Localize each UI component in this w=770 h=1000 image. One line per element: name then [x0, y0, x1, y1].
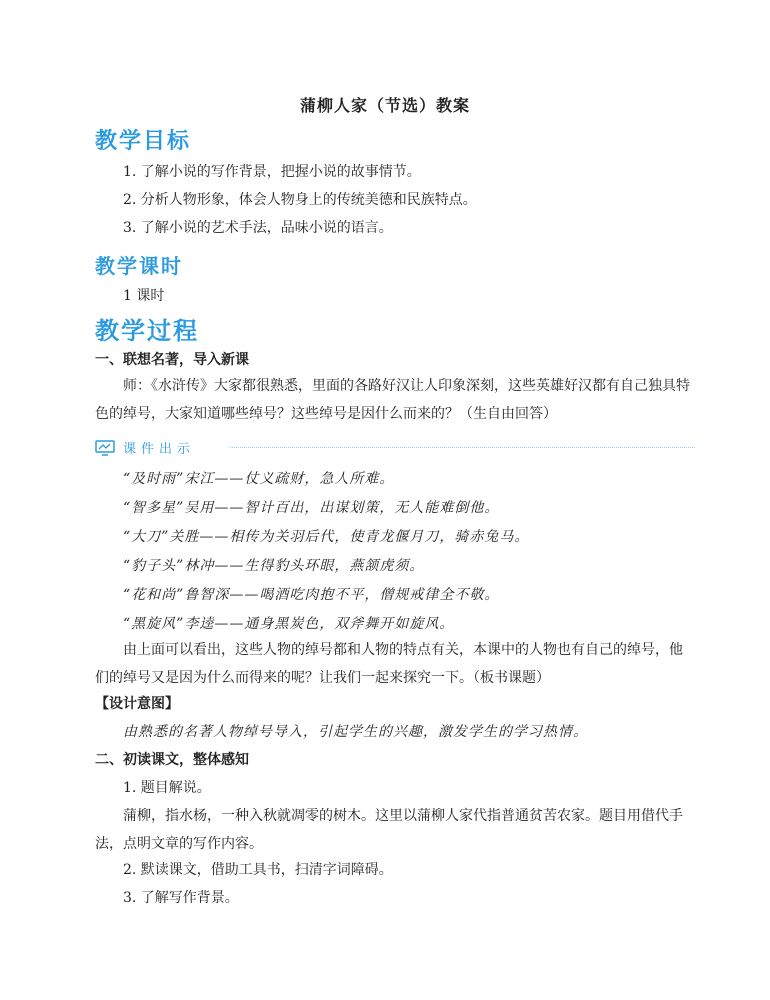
heading-objectives: 教学目标 — [95, 129, 192, 154]
nickname-line-2: “智多星”吴用——智计百出，出谋划策，无人能难倒他。 — [123, 500, 500, 516]
heading-hours: 教学课时 — [95, 254, 183, 278]
summary-paragraph: 由上面可以看出，这些人物的绰号都和人物的特点有关，本课中的人物也有自己的绰号，他们的绰号又是因为什么而得来的呢？让我们一起来探究一下。（板书课题） — [95, 642, 683, 686]
nickname-line-1: “及时雨”宋江——仗义疏财，急人所难。 — [123, 471, 395, 487]
hours-text: 1 课时 — [123, 288, 165, 304]
nickname-line-3: “大刀”关胜——相传为关羽后代，使青龙偃月刀，骑赤兔马。 — [123, 529, 530, 545]
objective-item-2: 2. 分析人物形象，体会人物身上的传统美德和民族特点。 — [123, 192, 477, 208]
teacher-intro: 师：《水浒传》大家都很熟悉，里面的各路好汉让人印象深刻，这些英雄好汉都有自己独具特色的绰号，大家知道哪些绰号？这些绰号是因什么而来的？（生自由回答） — [95, 378, 690, 422]
document-title: 蒲柳人家（节选）教案 — [299, 96, 470, 115]
design-intent-label: 【设计意图】 — [95, 696, 179, 712]
design-intent-text: 由熟悉的名著人物绰号导入，引起学生的兴趣，激发学生的学习热情。 — [123, 724, 588, 740]
part1-title: 一、联想名著，导入新课 — [95, 352, 249, 368]
objective-item-3: 3. 了解小说的艺术手法，品味小说的语言。 — [123, 220, 393, 236]
step-2: 2. 默读课文，借助工具书，扫清字词障碍。 — [123, 862, 393, 878]
nickname-line-5: “花和尚”鲁智深——喝酒吃肉抱不平，僧规戒律全不敬。 — [123, 587, 500, 603]
dotted-divider — [230, 447, 695, 448]
heading-process: 教学过程 — [95, 317, 199, 345]
part2-title: 二、初读课文，整体感知 — [95, 752, 249, 768]
nickname-line-6: “黑旋风”李逵——通身黑炭色，双斧舞开如旋风。 — [123, 616, 455, 632]
step-1: 1. 题目解说。 — [123, 780, 211, 796]
step-3: 3. 了解写作背景。 — [123, 890, 239, 906]
nickname-line-4: “豹子头”林冲——生得豹头环眼，燕颔虎须。 — [123, 558, 425, 574]
screen-icon — [95, 440, 115, 456]
courseware-label: 课件出示 — [123, 442, 196, 457]
objective-item-1: 1. 了解小说的写作背景，把握小说的故事情节。 — [123, 164, 421, 180]
courseware-banner — [95, 438, 695, 458]
step-1-text: 蒲柳，指水杨，一种入秋就凋零的树木。这里以蒲柳人家代指普通贫苦农家。题目用借代手法，点明文章的写作内容。 — [95, 808, 683, 852]
